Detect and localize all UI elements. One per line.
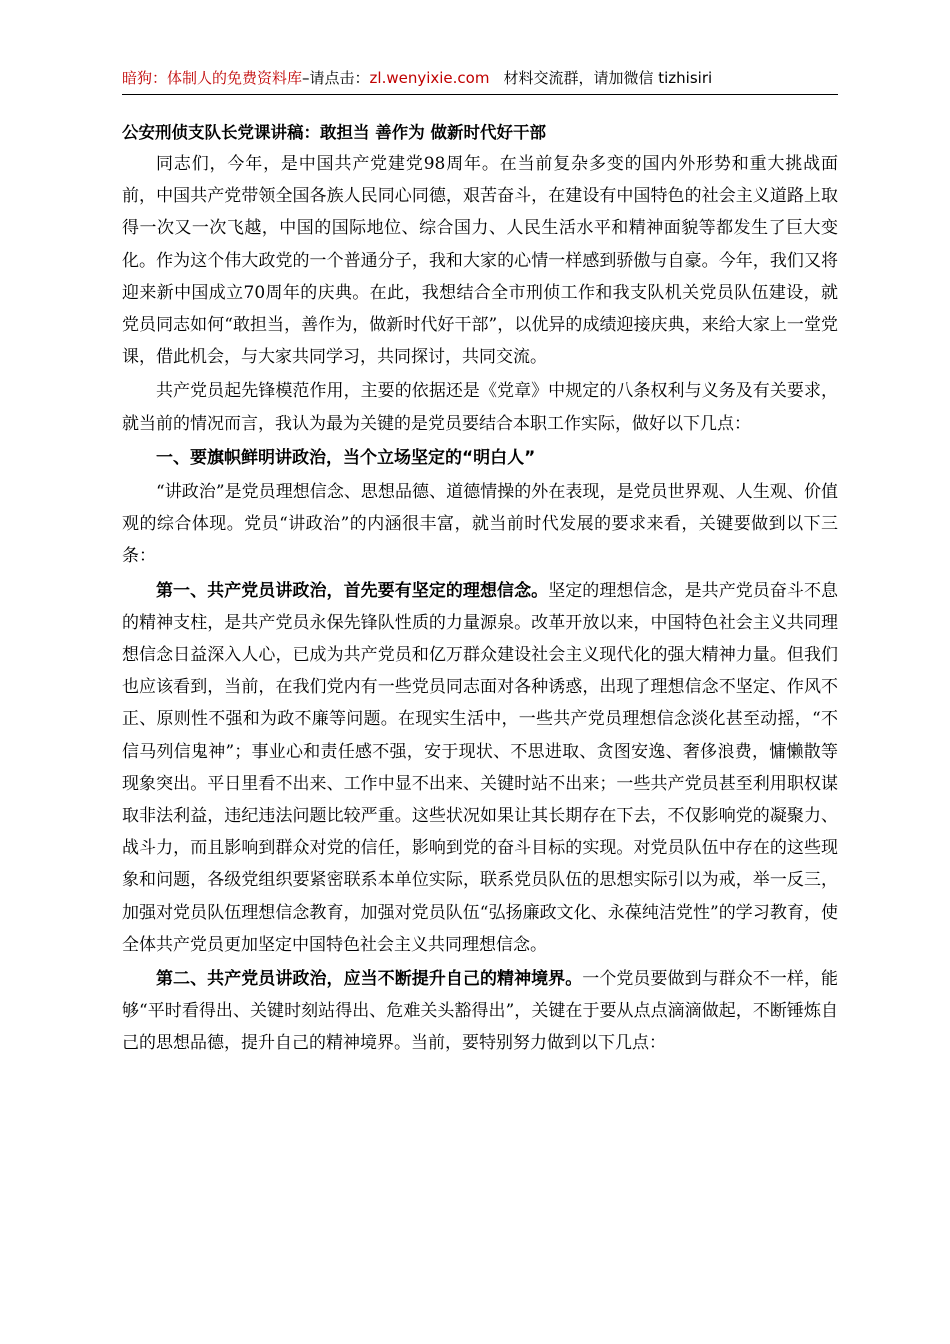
paragraph-key-points: 共产党员起先锋模范作用，主要的依据还是《党章》中规定的八条权利与义务及有关要求，就当前的情况而言，我认为最为关键的是党员要结合本职工作实际，做好以下几点： (122, 381, 838, 434)
point-1-paragraph (122, 575, 838, 961)
header-site-link[interactable]: zl.wenyixie.com (369, 69, 490, 87)
page-header (122, 66, 838, 95)
document-body (122, 118, 838, 1062)
document-title: 公安刑侦支队长党课讲稿：敢担当 善作为 做新时代好干部 (122, 123, 546, 142)
section-heading-1: 一、要旗帜鲜明讲政治，当个立场坚定的“明白人” (156, 447, 536, 468)
section-intro-1: “讲政治”是党员理想信念、思想品德、道德情操的外在表现，是党员世界观、人生观、价值观的综合体现。党员“讲政治”的内涵很丰富，就当前时代发展的要求来看，关键要做到以下三条： (122, 482, 838, 567)
point-2-paragraph (122, 963, 838, 1060)
paragraph-opening: 同志们，今年，是中国共产党建党98周年。在当前复杂多变的国内外形势和重大挑战面前，中国共产党带领全国各族人民同心同德，艰苦奋斗，在建设有中国特色的社会主义道路上取得一次又一次飞越，中国的国际地位、综合国力、人民生活水平和精神面貌等都发生了巨大变化。作为这个伟大政党的一个普通分子，我和大家的心情一样感到骄傲与自豪。今年，我们又将迎来新中国成立70周年的庆典。在此，我想结合全市刑侦工作和我支队机关党员队伍建设，就党员同志如何“敢担当，善作为，做新时代好干部”，以优异的成绩迎接庆典，来给大家上一堂党课，借此机会，与大家共同学习，共同探讨，共同交流。 (122, 154, 838, 368)
point-1-body: 坚定的理想信念，是共产党员奋斗不息的精神支柱，是共产党员永保先锋队性质的力量源泉。改革开放以来，中国特色社会主义共同理想信念日益深入人心，已成为共产党员和亿万群众建设社会主义现代化的强大精神力量。但我们也应该看到，当前，在我们党内有一些党员同志面对各种诱惑，出现了理想信念不坚定、作风不正、原则性不强和为政不廉等问题。在现实生活中，一些共产党员理想信念淡化甚至动摇，“不信马列信鬼神”；事业心和责任感不强，安于现状、不思进取、贪图安逸、奢侈浪费，慵懒散等现象突出。平日里看不出来、工作中显不出来、关键时站不出来；一些共产党员甚至利用职权谋取非法利益，违纪违法问题比较严重。这些状况如果让其长期存在下去，不仅影响党的凝聚力、战斗力，而且影响到群众对党的信任，影响到党的奋斗目标的实现。对党员队伍中存在的这些现象和问题，各级党组织要紧密联系本单位实际，联系党员队伍的思想实际引以为戒，举一反三，加强对党员队伍理想信念教育，加强对党员队伍“弘扬廉政文化、永葆纯洁党性”的学习教育，使全体共产党员更加坚定中国特色社会主义共同理想信念。 (122, 580, 839, 955)
point-2-body: 一个党员要做到与群众不一样，能够“平时看得出、关键时刻站得出、危难关头豁得出”，关键在于要从点点滴滴做起，不断锤炼自己的思想品德，提升自己的精神境界。当前，要特别努力做到以下几点： (122, 969, 838, 1054)
header-brand: 暗狗：体制人的免费资料库 (122, 69, 303, 87)
header-group-note: 材料交流群，请加微信 tizhisiri (503, 69, 713, 87)
point-2-lead: 第二、共产党员讲政治，应当不断提升自己的精神境界。 (156, 969, 583, 990)
point-1-lead: 第一、共产党员讲政治，首先要有坚定的理想信念。 (156, 580, 549, 601)
header-click-prompt: –请点击： (302, 69, 370, 87)
